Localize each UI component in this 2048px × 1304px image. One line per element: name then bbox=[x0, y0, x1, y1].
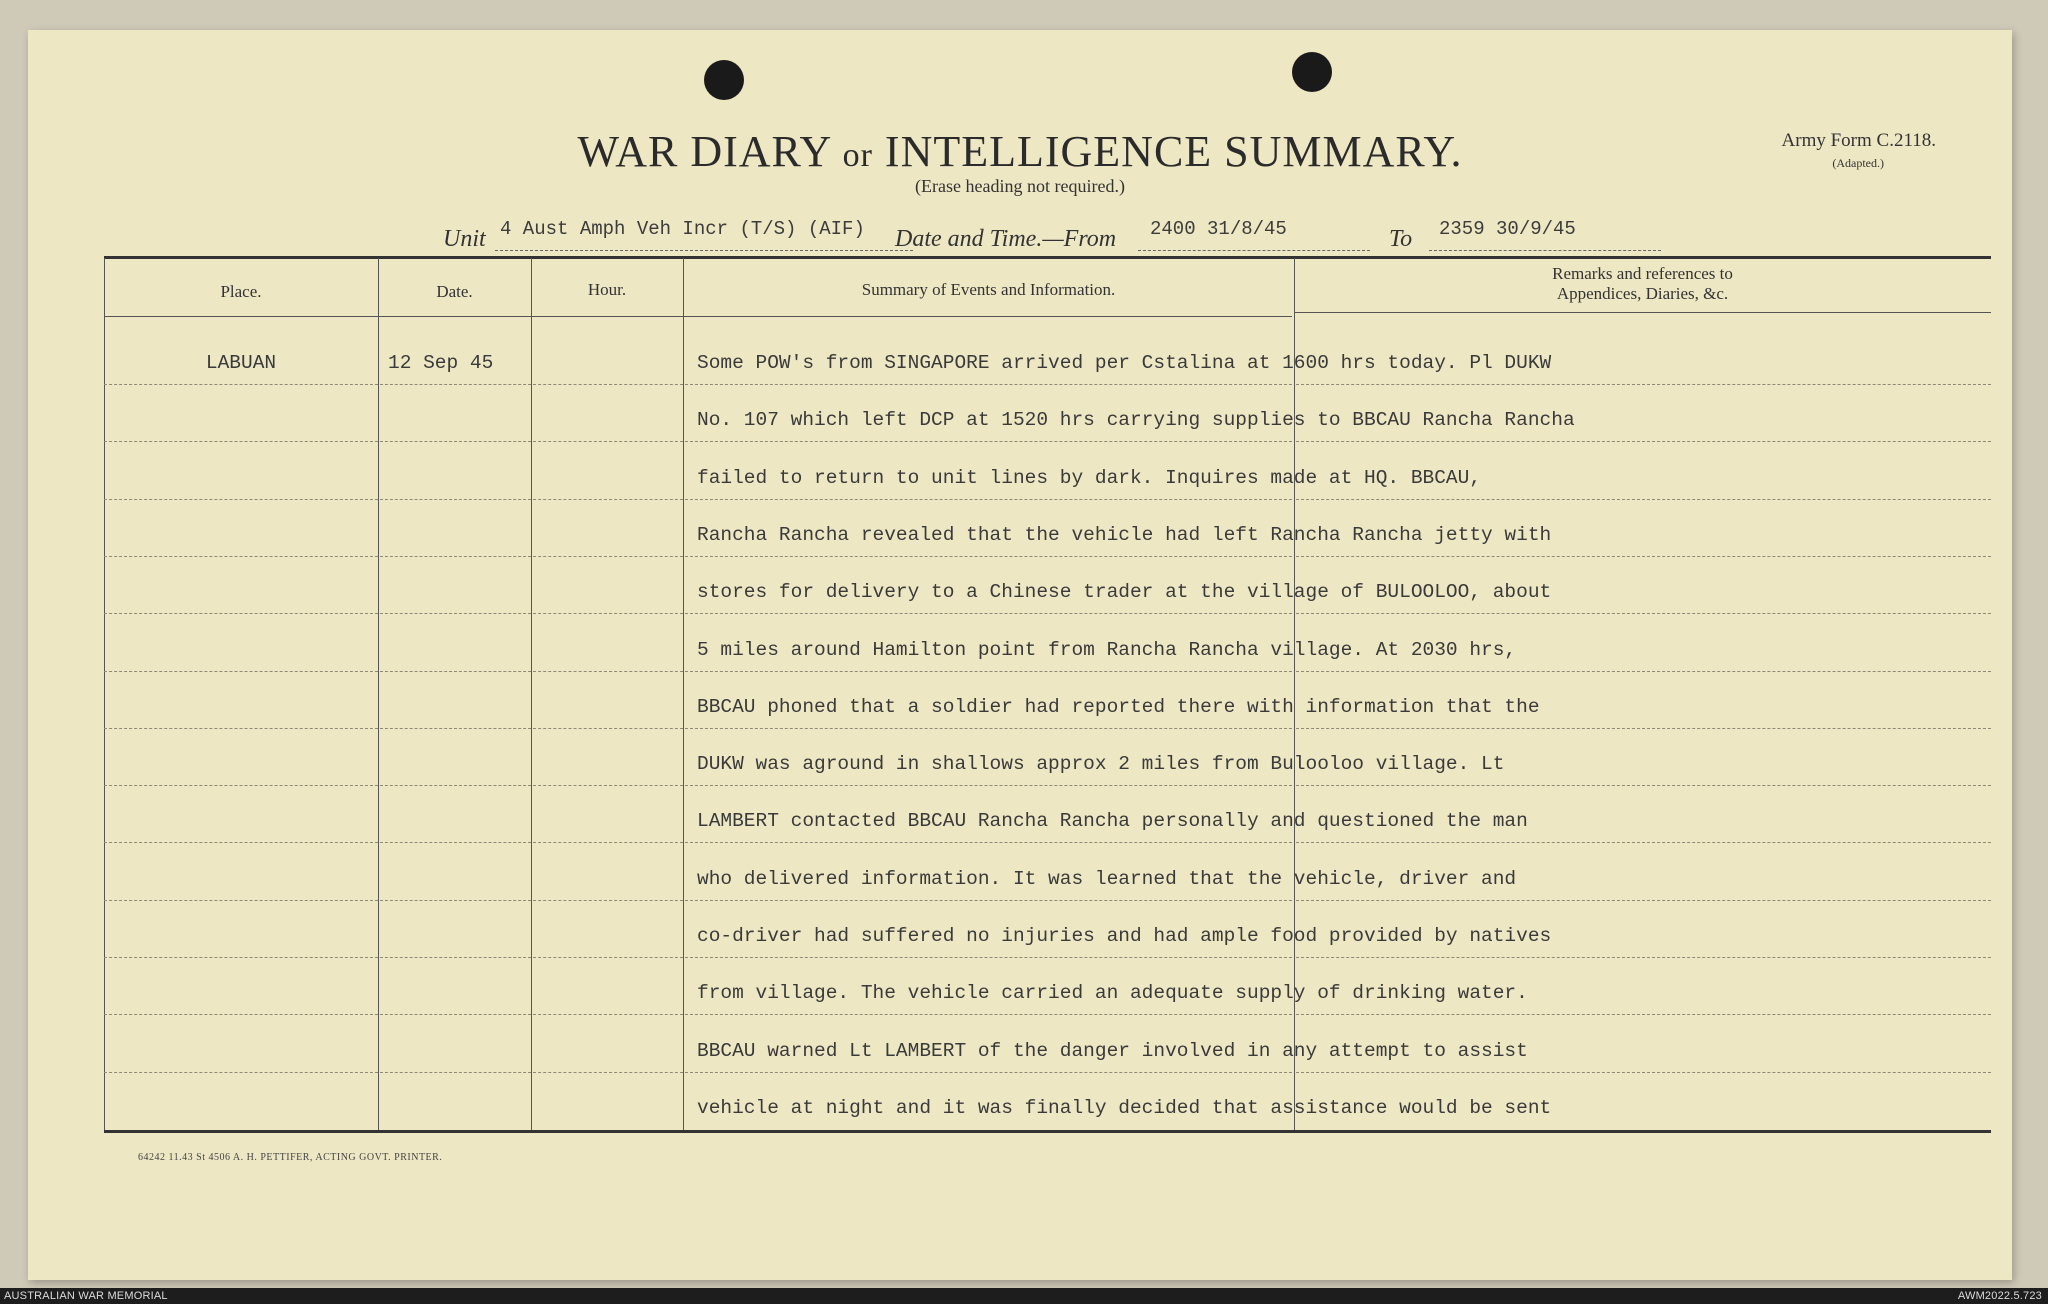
summary-line: Rancha Rancha revealed that the vehicle had left Rancha Rancha jetty with bbox=[697, 523, 1552, 546]
punch-hole-right bbox=[1292, 52, 1332, 92]
row-rule bbox=[104, 441, 378, 442]
row-rule bbox=[380, 842, 531, 843]
summary-line: No. 107 which left DCP at 1520 hrs carrying supplies to BBCAU Rancha Rancha bbox=[697, 409, 1575, 432]
title-intelligence-summary: INTELLIGENCE SUMMARY. bbox=[884, 127, 1463, 176]
row-rule bbox=[533, 728, 683, 729]
row-rule bbox=[380, 384, 531, 385]
row-rule bbox=[685, 556, 1292, 557]
row-rule bbox=[104, 613, 378, 614]
row-rule bbox=[533, 785, 683, 786]
row-rule bbox=[1296, 1072, 1991, 1073]
unit-date-line bbox=[443, 216, 1663, 260]
row-rule bbox=[380, 1072, 531, 1073]
row-rule bbox=[104, 384, 378, 385]
archive-credit-left: AUSTRALIAN WAR MEMORIAL bbox=[4, 1290, 168, 1302]
row-rule bbox=[533, 1014, 683, 1015]
title-war-diary: WAR DIARY bbox=[577, 127, 831, 176]
row-rule bbox=[685, 1072, 1292, 1073]
summary-line: from village. The vehicle carried an adequate supply of drinking water. bbox=[697, 982, 1528, 1005]
header-hour: Hour. bbox=[587, 280, 627, 299]
row-rule bbox=[380, 900, 531, 901]
form-subtitle: (Erase heading not required.) bbox=[915, 176, 1125, 196]
row-rule bbox=[533, 441, 683, 442]
unit-label: Unit bbox=[443, 226, 486, 252]
row-rule bbox=[380, 728, 531, 729]
row-rule bbox=[533, 842, 683, 843]
row-rule bbox=[1296, 785, 1991, 786]
table-top-border bbox=[104, 256, 1991, 259]
row-rule bbox=[104, 671, 378, 672]
summary-line: failed to return to unit lines by dark. Inquires made at HQ. BBCAU, bbox=[697, 466, 1482, 489]
entry-date: 12 Sep 45 bbox=[388, 352, 494, 374]
row-rule bbox=[533, 613, 683, 614]
to-value: 2359 30/9/45 bbox=[1439, 218, 1576, 240]
summary-line: co-driver had suffered no injuries and had ample food provided by natives bbox=[697, 925, 1552, 947]
to-label: To bbox=[1389, 226, 1413, 252]
army-form-adapted: (Adapted.) bbox=[1832, 156, 1884, 170]
header-remarks-line1: Remarks and references to bbox=[1552, 264, 1733, 283]
summary-line: BBCAU phoned that a soldier had reported there with information that the bbox=[697, 695, 1540, 718]
row-rule bbox=[380, 1014, 531, 1015]
header-place: Place. bbox=[220, 282, 262, 301]
row-rule bbox=[533, 384, 683, 385]
row-rule bbox=[1296, 441, 1991, 442]
row-rule bbox=[533, 556, 683, 557]
row-rule bbox=[380, 499, 531, 500]
row-rule bbox=[685, 613, 1292, 614]
row-rule bbox=[1296, 1014, 1991, 1015]
col-divider-summary bbox=[683, 258, 684, 1130]
row-rule bbox=[1296, 957, 1991, 958]
row-rule bbox=[533, 499, 683, 500]
row-rule bbox=[685, 842, 1292, 843]
row-rule bbox=[380, 613, 531, 614]
diary-page bbox=[28, 30, 2012, 1280]
summary-line: LAMBERT contacted BBCAU Rancha Rancha personally and questioned the man bbox=[697, 810, 1528, 833]
row-rule bbox=[104, 1014, 378, 1015]
row-rule bbox=[685, 728, 1292, 729]
row-rule bbox=[685, 1014, 1292, 1015]
from-value: 2400 31/8/45 bbox=[1150, 218, 1287, 240]
row-rule bbox=[1296, 728, 1991, 729]
date-time-label: Date and Time.—From bbox=[895, 226, 1117, 252]
summary-line: who delivered information. It was learned that the vehicle, driver and bbox=[697, 867, 1517, 890]
summary-line: stores for delivery to a Chinese trader at the village of BULOOLOO, about bbox=[697, 581, 1552, 604]
summary-line: BBCAU warned Lt LAMBERT of the danger involved in any attempt to assist bbox=[697, 1039, 1528, 1062]
row-rule bbox=[685, 671, 1292, 672]
summary-line: 5 miles around Hamilton point from Rancha Rancha village. At 2030 hrs, bbox=[697, 638, 1517, 661]
row-rule bbox=[533, 671, 683, 672]
row-rule bbox=[685, 785, 1292, 786]
col-divider-date bbox=[378, 258, 379, 1130]
row-rule bbox=[380, 441, 531, 442]
archive-strip bbox=[0, 1288, 2048, 1304]
header-rule-remarks bbox=[1295, 312, 1991, 313]
col-divider-place bbox=[104, 258, 105, 1130]
unit-underline bbox=[495, 250, 913, 251]
entry-place: LABUAN bbox=[205, 352, 277, 374]
row-rule bbox=[380, 785, 531, 786]
row-rule bbox=[685, 441, 1292, 442]
summary-line: Some POW's from SINGAPORE arrived per Cstalina at 1600 hrs today. Pl DUKW bbox=[697, 352, 1552, 374]
form-title bbox=[28, 126, 2012, 177]
from-underline bbox=[1138, 250, 1370, 251]
header-rule-left bbox=[104, 316, 1292, 317]
table-bottom-border bbox=[104, 1130, 1991, 1133]
row-rule bbox=[533, 1072, 683, 1073]
row-rule bbox=[1296, 556, 1991, 557]
archive-credit-right: AWM2022.5.723 bbox=[1957, 1290, 2042, 1302]
row-rule bbox=[1296, 900, 1991, 901]
row-rule bbox=[685, 957, 1292, 958]
header-remarks-line2: Appendices, Diaries, &c. bbox=[1556, 284, 1729, 303]
row-rule bbox=[685, 900, 1292, 901]
row-rule bbox=[104, 556, 378, 557]
row-rule bbox=[104, 785, 378, 786]
row-rule bbox=[104, 1072, 378, 1073]
header-summary: Summary of Events and Information. bbox=[861, 280, 1116, 299]
punch-hole-left bbox=[704, 60, 744, 100]
row-rule bbox=[104, 728, 378, 729]
col-divider-hour bbox=[531, 258, 532, 1130]
row-rule bbox=[685, 499, 1292, 500]
row-rule bbox=[1296, 499, 1991, 500]
row-rule bbox=[104, 499, 378, 500]
to-underline bbox=[1429, 250, 1661, 251]
row-rule bbox=[1296, 842, 1991, 843]
summary-line: DUKW was aground in shallows approx 2 miles from Bulooloo village. Lt bbox=[697, 753, 1505, 776]
printer-imprint: 64242 11.43 St 4506 A. H. PETTIFER, ACTING GOVT. PRINTER. bbox=[138, 1152, 443, 1163]
row-rule bbox=[533, 957, 683, 958]
row-rule bbox=[380, 671, 531, 672]
row-rule bbox=[1296, 384, 1991, 385]
row-rule bbox=[104, 957, 378, 958]
row-rule bbox=[685, 384, 1292, 385]
title-or: or bbox=[842, 137, 873, 174]
summary-line: vehicle at night and it was finally decided that assistance would be sent bbox=[697, 1096, 1552, 1119]
row-rule bbox=[380, 556, 531, 557]
row-rule bbox=[104, 900, 378, 901]
row-rule bbox=[1296, 613, 1991, 614]
header-date: Date. bbox=[436, 282, 473, 301]
row-rule bbox=[1296, 671, 1991, 672]
unit-value: 4 Aust Amph Veh Incr (T/S) (AIF) bbox=[500, 218, 865, 240]
row-rule bbox=[380, 957, 531, 958]
row-rule bbox=[533, 900, 683, 901]
army-form-number: Army Form C.2118. bbox=[1781, 130, 1936, 151]
row-rule bbox=[104, 842, 378, 843]
